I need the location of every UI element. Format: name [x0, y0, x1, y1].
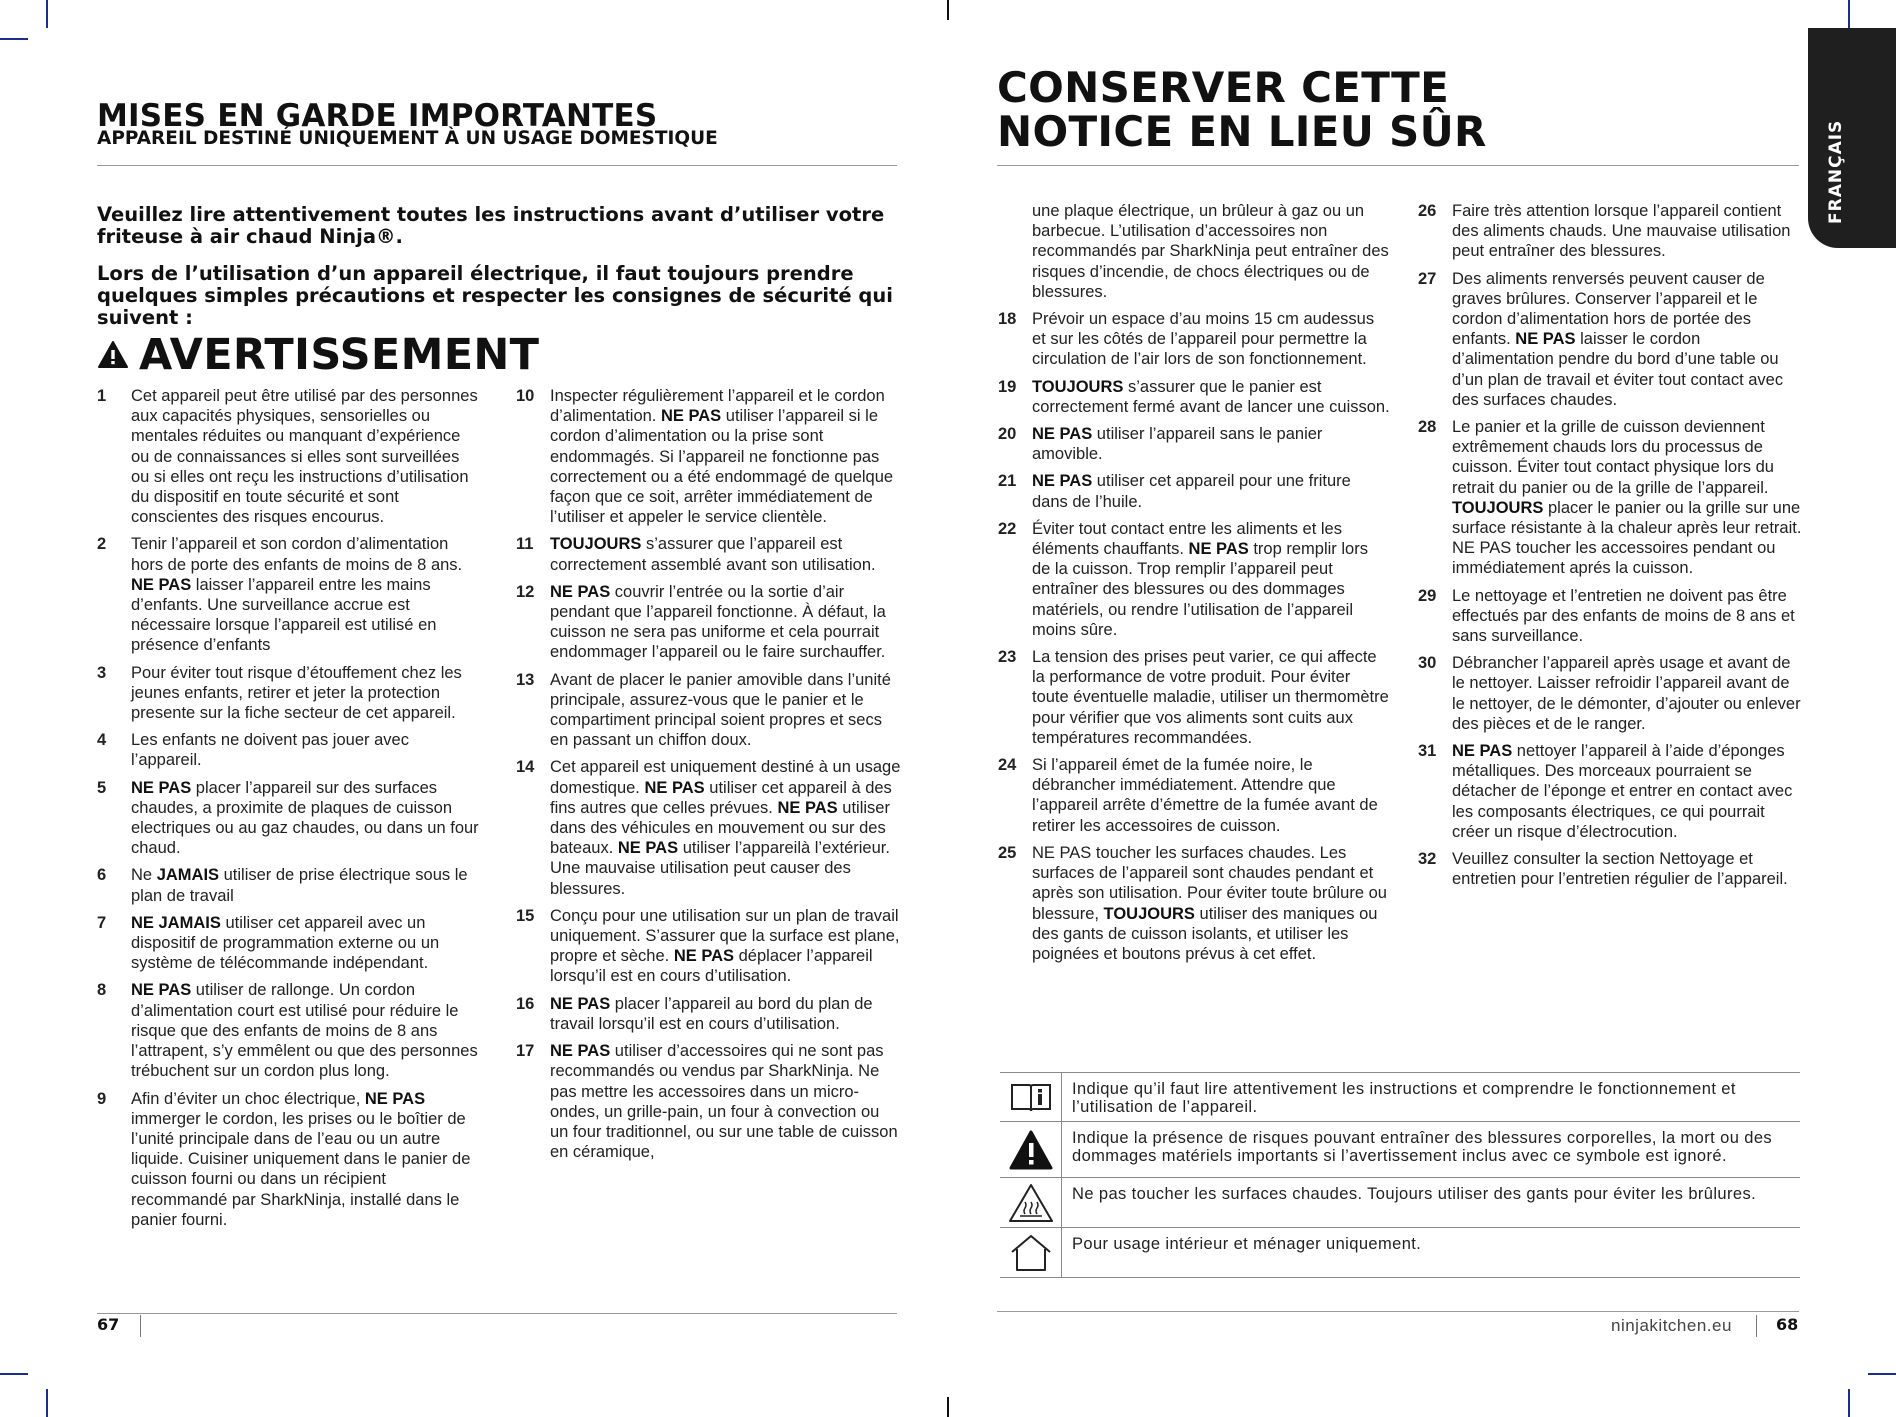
- instructions-column-1: [97, 386, 482, 1237]
- item-number: 11: [516, 535, 534, 554]
- item-text: une plaque électrique, un brûleur à gaz ou un barbecue. L’utilisation d’accessoires non recommandés par SharkNinja peut entraîner des risques d’incendie, de chocs électriques ou de blessures.: [1032, 202, 1389, 301]
- center-mark: [947, 1397, 949, 1417]
- house-icon: [1000, 1228, 1062, 1277]
- instruction-item: [516, 994, 901, 1034]
- item-text: NE PAS couvrir l’entrée ou la sortie d’air pendant que l’appareil fonctionne. À défaut, la cuisson ne sera pas uniforme et cela pourrait endommager l’appareil ou le faire surchauffer.: [550, 582, 886, 662]
- item-number: 7: [97, 913, 107, 932]
- instruction-item: [998, 201, 1390, 302]
- instruction-item: [97, 778, 482, 859]
- instruction-item: [97, 980, 482, 1081]
- item-number: 29: [1418, 586, 1437, 605]
- warning-heading: [97, 330, 539, 380]
- footer-divider: [1756, 1315, 1757, 1337]
- item-text: Les enfants ne doivent pas jouer avec l’appareil.: [131, 731, 409, 770]
- item-number: 6: [97, 866, 107, 885]
- page-title-right: [997, 63, 1487, 156]
- item-text: NE PAS placer l’appareil au bord du plan de travail lorsqu’il est en cours d’utilisation.: [550, 994, 873, 1033]
- instruction-item: [516, 386, 901, 527]
- item-number: 8: [97, 981, 107, 1000]
- item-text: NE PAS toucher les surfaces chaudes. Les surfaces de l’appareil sont chaudes pendant et après son utilisation. Pour éviter toute brûlure ou blessure, TOUJOURS utiliser des maniques ou des gants de cuisson isolants, et utiliser les poignées et boutons prévus à cet effet.: [1032, 843, 1387, 963]
- item-text: NE PAS utiliser l’appareil sans le panier amovible.: [1032, 425, 1323, 464]
- symbol-row: [1000, 1072, 1800, 1122]
- title-line-2: NOTICE EN LIEU SÛR: [997, 107, 1487, 156]
- instruction-item: [1418, 417, 1802, 579]
- item-number: 5: [97, 778, 107, 797]
- item-text: TOUJOURS s’assurer que le panier est correctement fermé avant de lancer une cuisson.: [1032, 377, 1390, 416]
- crop-mark: [1848, 1389, 1850, 1417]
- item-number: 16: [516, 994, 535, 1013]
- instruction-item: [97, 534, 482, 655]
- item-number: 10: [516, 387, 535, 405]
- instructions-column-3: [998, 201, 1390, 971]
- center-mark: [947, 0, 949, 20]
- hot-surface-icon: [1000, 1178, 1062, 1227]
- instruction-item: [1418, 653, 1802, 734]
- instruction-item: [516, 582, 901, 663]
- item-number: 24: [998, 756, 1017, 775]
- crop-mark: [46, 0, 48, 28]
- symbol-row: [1000, 1122, 1800, 1178]
- symbol-description: Pour usage intérieur et ménager uniquement.: [1072, 1235, 1422, 1253]
- instruction-item: [1418, 269, 1802, 410]
- item-text: Prévoir un espace d’au moins 15 cm audessus et sur les côtés de l’appareil pour permettre la circulation de l’air lors de son fonctionnement.: [1032, 310, 1375, 369]
- instruction-item: [998, 377, 1390, 417]
- instruction-item: [97, 663, 482, 724]
- instruction-item: [998, 471, 1390, 511]
- item-number: 20: [998, 425, 1017, 444]
- instruction-item: [998, 647, 1390, 748]
- symbol-row: [1000, 1178, 1800, 1228]
- item-number: 3: [97, 663, 107, 682]
- item-text: Ne JAMAIS utiliser de prise électrique sous le plan de travail: [131, 866, 468, 905]
- instruction-item: [516, 670, 901, 751]
- instruction-item: [97, 386, 482, 527]
- book-info-icon: [1000, 1073, 1062, 1121]
- divider: [97, 165, 897, 166]
- instruction-item: [97, 1089, 482, 1230]
- item-number: 9: [97, 1089, 107, 1108]
- divider: [97, 1313, 897, 1314]
- symbol-description: Ne pas toucher les surfaces chaudes. Toujours utiliser des gants pour éviter les brûlures.: [1072, 1185, 1757, 1203]
- instruction-item: [516, 757, 901, 898]
- item-text: Tenir l’appareil et son cordon d’alimentation hors de porte des enfants de moins de 8 ans. NE PAS laisser l’appareil entre les mains d’enfants. Une surveillance accrue est nécessaire lorsque l’appareil est utilisé en présence d’enfants: [131, 535, 463, 655]
- item-text: Le nettoyage et l’entretien ne doivent pas être effectués par des enfants de moins de 8 ans et sans surveillance.: [1452, 586, 1795, 646]
- item-number: 22: [998, 519, 1017, 538]
- instruction-item: [998, 309, 1390, 370]
- item-text: NE PAS placer l’appareil sur des surfaces chaudes, a proximite de plaques de cuisson electriques ou au gaz chaudes, ou dans un four chaud.: [131, 778, 479, 858]
- instruction-item: [1418, 201, 1802, 262]
- item-number: 28: [1418, 418, 1437, 437]
- instruction-item: [1418, 741, 1802, 842]
- language-tab: [1808, 28, 1896, 248]
- item-number: 4: [97, 731, 107, 750]
- item-number: 12: [516, 582, 535, 601]
- crop-mark: [1868, 1373, 1896, 1375]
- item-number: 27: [1418, 269, 1437, 288]
- item-text: Faire très attention lorsque l’appareil contient des aliments chauds. Une mauvaise utilisation peut entraîner des blessures.: [1452, 202, 1791, 261]
- symbol-description: Indique la présence de risques pouvant entraîner des blessures corporelles, la mort ou des dommages matériels importants si l’avertissement inclus avec ce symbole est ignoré.: [1072, 1129, 1773, 1165]
- symbol-description: Indique qu’il faut lire attentivement les instructions et comprendre le fonctionnement et l’utilisation de l’appareil.: [1072, 1080, 1736, 1116]
- item-text: Cet appareil est uniquement destiné à un usage domestique. NE PAS utiliser cet appareil à des fins autres que celles prévues. NE PAS utiliser dans des véhicules en mouvement ou sur des bateaux. NE PAS utiliser l’appareilà l’extérieur. Une mauvaise utilisation peut causer des blessures.: [550, 758, 901, 898]
- item-number: 26: [1418, 202, 1437, 220]
- item-text: Cet appareil peut être utilisé par des personnes aux capacités physiques, sensorielles ou mentales réduites ou manquant d’expérience ou de connaissances si elles sont surveillées ou si elles ont reçu les instructions d’utilisation du dispositif en toute sécurité et sont conscientes des risques encourus.: [131, 387, 478, 527]
- item-number: 19: [998, 377, 1017, 396]
- symbol-row: [1000, 1228, 1800, 1278]
- item-text: Conçu pour une utilisation sur un plan de travail uniquement. S’assurer que la surface est plane, propre et sèche. NE PAS déplacer l’appareil lorsqu’il est en cours d’utilisation.: [550, 906, 900, 986]
- instructions-column-4: [1418, 201, 1802, 897]
- item-number: 15: [516, 906, 535, 925]
- item-number: 17: [516, 1042, 535, 1061]
- instruction-item: [516, 534, 901, 574]
- crop-mark: [46, 1389, 48, 1417]
- page-subtitle: APPAREIL DESTINÉ UNIQUEMENT À UN USAGE DOMESTIQUE: [97, 128, 718, 149]
- item-number: 31: [1418, 742, 1437, 761]
- instruction-item: [998, 843, 1390, 964]
- symbol-legend-table: [1000, 1072, 1800, 1278]
- item-text: Des aliments renversés peuvent causer de graves brûlures. Conserver l’appareil et le cordon d’alimentation hors de portée des enfants. NE PAS laisser le cordon d’alimentation pendre du bord d’une table ou d’un plan de travail et éviter tout contact avec des surfaces chaudes.: [1452, 269, 1784, 409]
- item-text: Débrancher l’appareil après usage et avant de le nettoyer. Laisser refroidir l’appareil avant de le nettoyer, de le démonter, d’ajouter ou enlever des pièces et de le ranger.: [1452, 654, 1801, 733]
- page-number-left: 67: [97, 1315, 120, 1334]
- warning-triangle-icon: [97, 340, 129, 370]
- item-text: La tension des prises peut varier, ce qui affecte la performance de votre produit. Pour éviter toute éventuelle maladie, utiliser un thermomètre pour vérifier que vos aliments sont cuits aux températures recommandées.: [1032, 648, 1389, 747]
- crop-mark: [0, 1373, 28, 1375]
- item-text: NE PAS nettoyer l’appareil à l’aide d’éponges métalliques. Des morceaux pourraient se détacher de l’éponge et entrer en contact avec les composants électriques, ce qui pourrait créer un risque d’électrocution.: [1452, 742, 1793, 841]
- item-number: 13: [516, 670, 535, 689]
- instruction-item: [998, 424, 1390, 464]
- divider: [997, 165, 1799, 166]
- item-number: 30: [1418, 654, 1437, 673]
- footer-divider: [140, 1315, 141, 1337]
- item-text: Pour éviter tout risque d’étouffement chez les jeunes enfants, retirer et jeter la protection presente sur la fiche secteur de cet appareil.: [131, 663, 462, 723]
- item-text: NE PAS utiliser cet appareil pour une friture dans de l’huile.: [1032, 472, 1351, 511]
- instruction-item: [97, 865, 482, 905]
- item-number: 2: [97, 535, 107, 554]
- item-number: 25: [998, 843, 1017, 862]
- instruction-item: [97, 913, 482, 974]
- language-tab-label: FRANÇAIS: [1826, 119, 1846, 224]
- intro-paragraph: Lors de l’utilisation d’un appareil électrique, il faut toujours prendre quelques simples précautions et respecter les consignes de sécurité qui suivent :: [97, 262, 893, 329]
- instruction-item: [998, 519, 1390, 640]
- item-text: Si l’appareil émet de la fumée noire, le débrancher immédiatement. Attendre que l’appareil arrête d’émettre de la fumée avant de retirer les accessoires de cuisson.: [1032, 756, 1378, 835]
- item-text: Avant de placer le panier amovible dans l’unité principale, assurez-vous que le panier et le compartiment principal soient propres et secs en passant un chiffon doux.: [550, 670, 891, 750]
- instruction-item: [998, 755, 1390, 836]
- instruction-item: [516, 906, 901, 987]
- item-text: Veuillez consulter la section Nettoyage et entretien pour l’entretien régulier de l’appareil.: [1452, 850, 1788, 889]
- item-number: 18: [998, 310, 1017, 329]
- instruction-item: [97, 730, 482, 770]
- item-text: Le panier et la grille de cuisson deviennent extrêmement chauds lors du processus de cuisson. Éviter tout contact physique lors du retrait du panier ou de la grille de l’appareil. TOUJOURS placer le panier ou la grille sur une surface résistante à la chaleur après leur retrait. NE PAS toucher les accessoires pendant ou immédiatement aprés la cuisson.: [1452, 418, 1802, 578]
- instruction-item: [516, 1041, 901, 1162]
- page-number-right: 68: [1776, 1315, 1799, 1334]
- title-line-1: CONSERVER CETTE: [997, 63, 1450, 112]
- crop-mark: [0, 38, 28, 40]
- instructions-column-2: [516, 386, 901, 1169]
- item-number: 32: [1418, 850, 1437, 869]
- item-number: 1: [97, 387, 107, 405]
- warning-title: AVERTISSEMENT: [139, 330, 540, 380]
- item-text: Éviter tout contact entre les aliments et les éléments chauffants. NE PAS trop remplir lors de la cuisson. Trop remplir l’appareil peut entraîner des blessures ou des dommages matériels, ou rendre l’utilisation de l’appareil moins sûre.: [1032, 519, 1368, 639]
- crop-mark: [1848, 0, 1850, 28]
- instruction-item: [1418, 586, 1802, 647]
- item-number: 14: [516, 758, 535, 777]
- item-text: NE PAS utiliser d’accessoires qui ne sont pas recommandés ou vendus par SharkNinja. Ne pas mettre les accessoires dans un micro-ondes, un grille-pain, un four à convection ou un four traditionnel, ou sur une table de cuisson en céramique,: [550, 1042, 898, 1162]
- item-number: 21: [998, 472, 1017, 491]
- item-text: NE PAS utiliser de rallonge. Un cordon d’alimentation court est utilisé pour réduire le risque que des enfants de moins de 8 ans l’attrapent, s’y emmêlent ou que des personnes trébuchent sur un cordon plus long.: [131, 981, 478, 1081]
- warning-triangle-icon: [1000, 1122, 1062, 1177]
- item-text: TOUJOURS s’assurer que l’appareil est correctement assemblé avant son utilisation.: [550, 535, 876, 574]
- item-text: Afin d’éviter un choc électrique, NE PAS immerger le cordon, les prises ou le boîtier de l’unité principale dans de l’eau ou un autre liquide. Cuisiner uniquement dans le panier de cuisson fourni ou dans un récipient recommandé par SharkNinja, installé dans le panier fourni.: [131, 1089, 471, 1229]
- item-text: NE JAMAIS utiliser cet appareil avec un dispositif de programmation externe ou un système de télécommande indépendant.: [131, 913, 440, 973]
- intro-paragraph: Veuillez lire attentivement toutes les instructions avant d’utiliser votre friteuse à air chaud Ninja®.: [97, 203, 885, 248]
- page-title: MISES EN GARDE IMPORTANTES: [97, 98, 658, 134]
- divider: [997, 1311, 1799, 1312]
- item-text: Inspecter régulièrement l’appareil et le cordon d’alimentation. NE PAS utiliser l’appareil si le cordon d’alimentation ou la prise sont endommagés. Si l’appareil ne fonctionne pas correctement ou a été endommagé de quelque façon que ce soit, arrêter immédiatement de l’utiliser et appeler le service clientèle.: [550, 387, 894, 527]
- website-link[interactable]: ninjakitchen.eu: [1611, 1316, 1732, 1335]
- item-number: 23: [998, 648, 1017, 667]
- instruction-item: [1418, 849, 1802, 889]
